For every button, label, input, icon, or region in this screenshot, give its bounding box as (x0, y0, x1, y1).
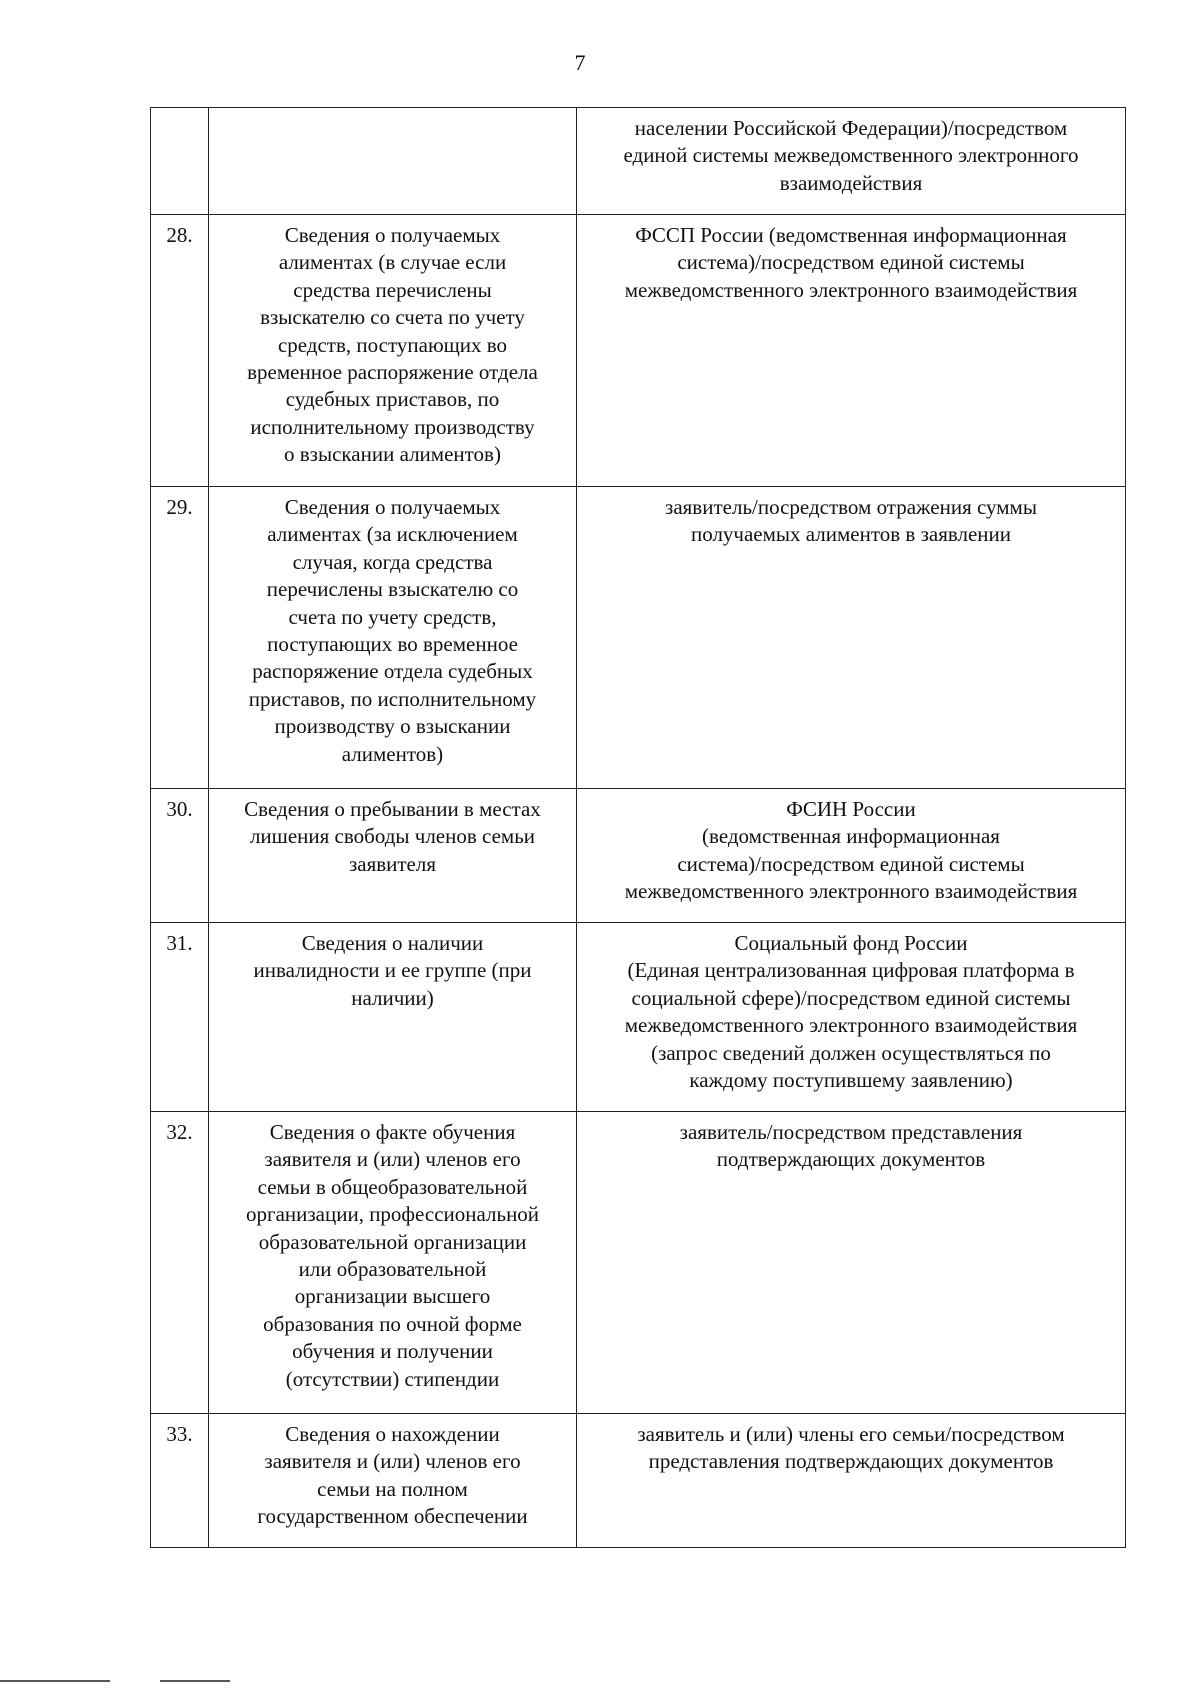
row-number-cell: 30. (151, 789, 209, 923)
info-source-text: Социальный фонд России (Единая централизованная цифровая платформа в социальной сфере)/посредством единой системы межведомственного электронного взаимодействия (запрос сведений должен осуществляться по каждому поступившему заявлению) (624, 931, 1078, 1093)
table-row (151, 923, 1126, 1112)
info-name-cell (209, 789, 577, 923)
info-source-text: населении Российской Федерации)/посредством единой системы межведомственного электронного взаимодействия (623, 116, 1079, 195)
info-name-cell (209, 1112, 577, 1414)
info-source-text: заявитель/посредством представления подтверждающих документов (679, 1120, 1023, 1172)
info-source-cell (577, 1112, 1126, 1414)
info-name-text: Сведения о получаемых алиментах (в случае если средства перечислены взыскателю со счета по учету средств, поступающих во временное распоряжение отдела судебных приставов, по исполнительному производству о взыскании алиментов) (247, 223, 538, 467)
page-number: 7 (574, 50, 586, 75)
info-source-text: ФСИН России (ведомственная информационная система)/посредством единой системы межведомственного электронного взаимодействия (624, 797, 1078, 904)
row-number-cell (151, 108, 209, 215)
table-row (151, 1112, 1126, 1414)
info-name-text: Сведения о пребывании в местах лишения свободы членов семьи заявителя (244, 797, 541, 876)
row-number-cell: 31. (151, 923, 209, 1112)
info-source-cell (577, 923, 1126, 1112)
info-name-cell (209, 923, 577, 1112)
info-name-text: Сведения о факте обучения заявителя и (или) членов его семьи в общеобразовательной организации, профессиональной образовательной организации или образовательной организации высшего образования по очной форме обучения и получении (отсутствии) стипендии (245, 1120, 540, 1391)
info-source-cell (577, 487, 1126, 789)
table-row (151, 1414, 1126, 1548)
info-name-text: Сведения о наличии инвалидности и ее группе (при наличии) (253, 931, 532, 1010)
info-name-cell (209, 1414, 577, 1548)
info-source-cell (577, 789, 1126, 923)
info-source-text: ФССП России (ведомственная информационная система)/посредством единой системы межведомственного электронного взаимодействия (624, 223, 1078, 302)
info-source-cell (577, 215, 1126, 487)
data-sources-table (150, 107, 1126, 1548)
info-name-cell (209, 215, 577, 487)
info-source-cell (577, 1414, 1126, 1548)
info-source-text: заявитель и (или) члены его семьи/посредством представления подтверждающих документов (637, 1422, 1065, 1474)
info-source-text: заявитель/посредством отражения суммы получаемых алиментов в заявлении (665, 495, 1037, 547)
table-row (151, 789, 1126, 923)
info-name-text: Сведения о получаемых алиментах (за исключением случая, когда средства перечислены взыскателю со счета по учету средств, поступающих во временное распоряжение отдела судебных приставов, по исполнительному производству о взыскании алиментов) (248, 495, 537, 766)
table-row (151, 108, 1126, 215)
info-name-cell (209, 108, 577, 215)
row-number-cell: 29. (151, 487, 209, 789)
scan-artifact-line (160, 1680, 230, 1682)
info-name-cell (209, 487, 577, 789)
row-number-cell: 28. (151, 215, 209, 487)
row-number-cell: 32. (151, 1112, 209, 1414)
scan-artifact-line (0, 1680, 110, 1682)
info-source-cell (577, 108, 1126, 215)
row-number-cell: 33. (151, 1414, 209, 1548)
table-row (151, 215, 1126, 487)
info-name-text: Сведения о нахождении заявителя и (или) членов его семьи на полном государственном обеспечении (257, 1422, 528, 1529)
table-row (151, 487, 1126, 789)
